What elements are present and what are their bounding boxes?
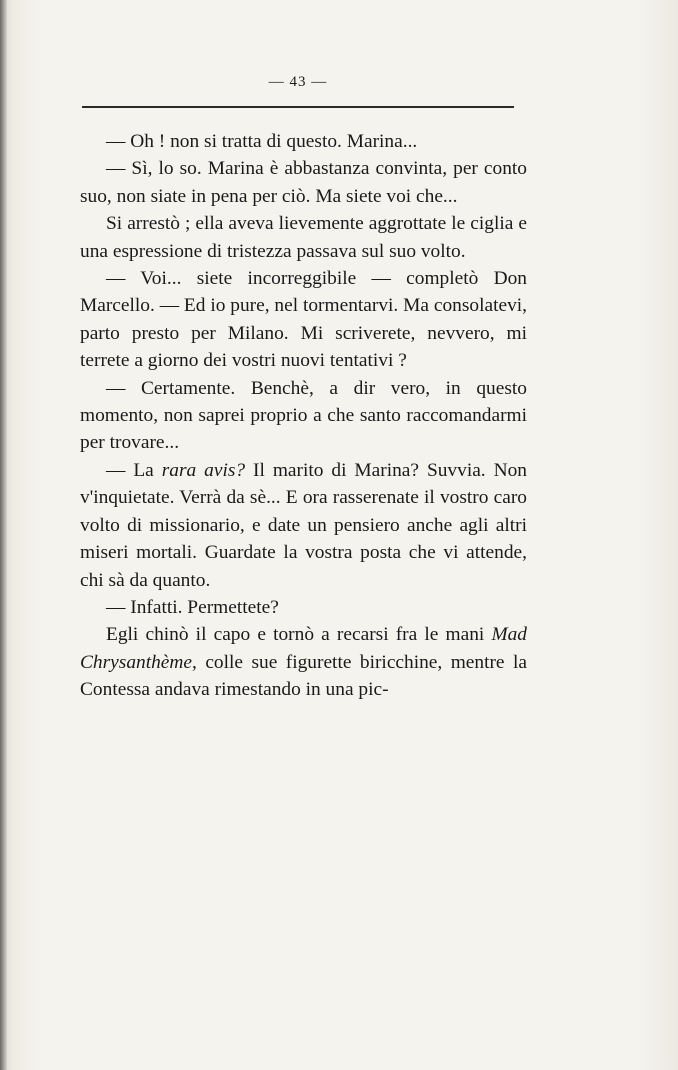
paragraph: — Infatti. Permettete? xyxy=(106,596,279,618)
italic-title: Mad Chrysanthème xyxy=(80,624,527,673)
paragraph-text: Egli chinò il capo e tornò a recarsi fra le mani xyxy=(106,624,492,646)
paragraph: — Sì, lo so. Marina è abbastanza convinta, per conto suo, non siate in pena per ciò. Ma siete voi che... xyxy=(80,158,527,207)
paragraph-text: , colle sue figurette biricchine, mentre la Contessa andava rimestando in una pic- xyxy=(80,651,527,701)
paragraph xyxy=(80,621,527,703)
italic-phrase: rara avis? xyxy=(161,459,246,481)
paragraph: Si arrestò ; ella aveva lievemente aggrottate le ciglia e una espressione di tristezza passava sul suo volto. xyxy=(80,213,527,262)
paragraph: — Voi... siete incorreggibile — completò Don Marcello. — Ed io pure, nel tormentarvi. Ma consolatevi, parto presto per Milano. Mi scriverete, nevvero, mi terrete a giorno dei vostri nuovi tentativi ? xyxy=(80,268,527,372)
page-number: — 43 — xyxy=(268,74,328,90)
paragraph: — Certamente. Benchè, a dir vero, in questo momento, non saprei proprio a che santo raccomandarmi per trovare... xyxy=(80,377,527,454)
paragraph xyxy=(80,457,527,594)
paragraph: — Oh ! non si tratta di questo. Marina... xyxy=(106,131,418,152)
page-binding-edge xyxy=(0,0,7,1070)
header-rule xyxy=(82,106,514,108)
paragraph-text: Il marito di Marina? Suvvia. Non v'inquietate. Verrà da sè... E ora rasserenate il vostro caro volto di missionario, e date un pensiero anche agli altri miseri mortali. Guardate la vostra posta che vi attende, chi sà da quanto. xyxy=(80,459,527,591)
body-text xyxy=(80,128,527,704)
paragraph-text: — La xyxy=(106,459,162,481)
